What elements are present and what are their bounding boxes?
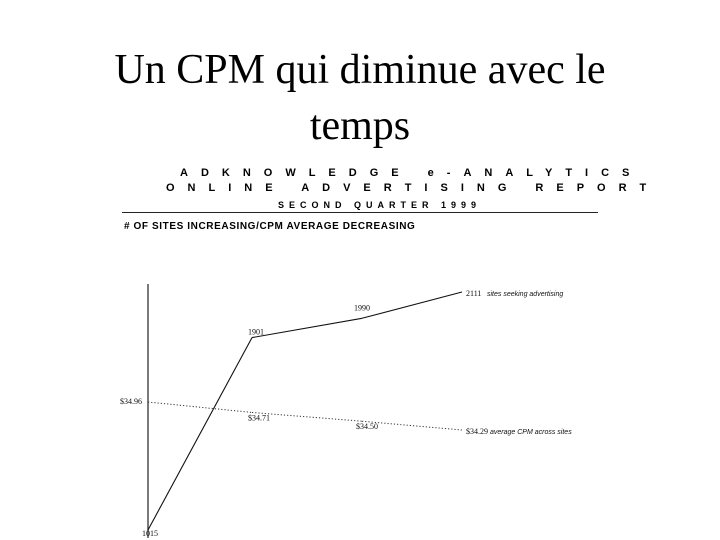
- slide-title: Un CPM qui diminue avec le temps: [114, 47, 606, 149]
- report-name: ONLINE ADVERTISING REPORT: [166, 182, 660, 194]
- sites-series-label: sites seeking advertising: [487, 291, 564, 298]
- sites-line-segment: [148, 338, 252, 530]
- cpm-data-label: $34.29: [466, 427, 488, 436]
- sites-line-segment: [252, 318, 362, 337]
- cpm-data-label: $34.96: [120, 397, 142, 406]
- report-brand: ADKNOWLEDGE e-ANALYTICS: [180, 167, 643, 179]
- cpm-series-label: average CPM across sites: [490, 429, 572, 436]
- chart-marks: [120, 289, 572, 538]
- sites-data-label: 1901: [248, 327, 264, 337]
- chart-title: # OF SITES INCREASING/CPM AVERAGE DECREASING: [124, 221, 416, 232]
- sites-data-label: 1990: [354, 303, 370, 313]
- cpm-data-label: $34.50: [356, 422, 378, 432]
- sites-data-label: 1015: [142, 529, 158, 538]
- sites-data-label: 2111: [466, 289, 482, 298]
- cpm-data-label: $34.71: [248, 413, 270, 423]
- cpm-line-segment: [148, 402, 252, 412]
- report-period: SECOND QUARTER 1999: [278, 200, 482, 210]
- sites-line-segment: [362, 292, 462, 318]
